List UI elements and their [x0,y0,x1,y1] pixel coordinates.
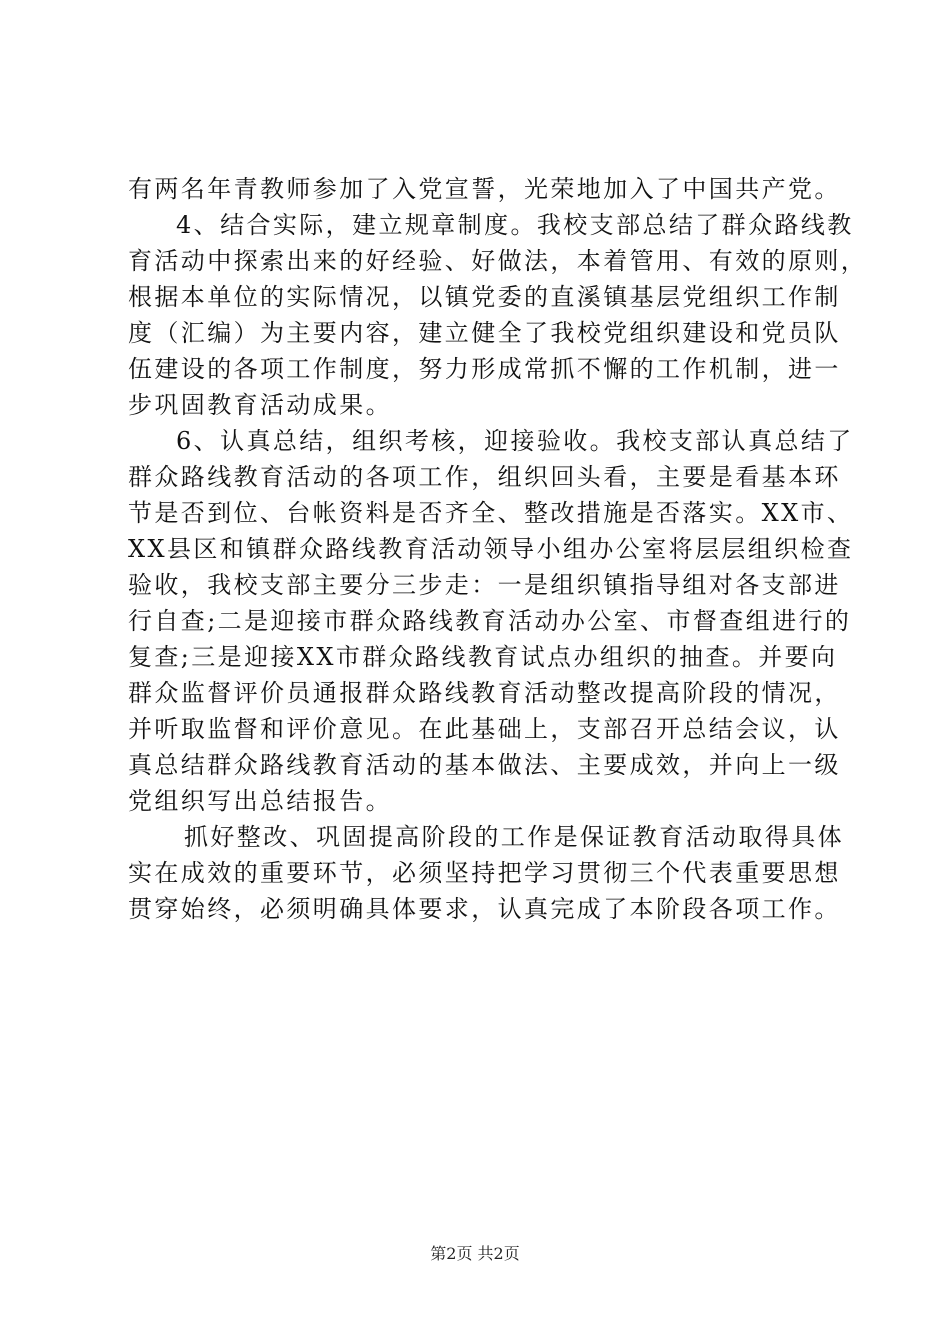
text-line: 实在成效的重要环节，必须坚持把学习贯彻三个代表重要思想 [128,859,841,887]
text-line: 验收，我校支部主要分三步走：一是组织镇指导组对各支部进 [128,571,841,599]
text-line: 伍建设的各项工作制度，努力形成常抓不懈的工作机制，进一 [128,355,841,383]
text-line: 群众路线教育活动的各项工作，组织回头看，主要是看基本环 [128,463,841,491]
text-line: 贯穿始终，必须明确具体要求，认真完成了本阶段各项工作。 [128,895,841,923]
text-line: 6、认真总结，组织考核，迎接验收。我校支部认真总结了 [176,427,854,455]
page-footer: 第2页 共2页 [430,1244,520,1263]
text-line: 复查;三是迎接XX市群众路线教育试点办组织的抽查。并要向 [128,643,838,671]
text-line: 节是否到位、台帐资料是否齐全、整改措施是否落实。XX市、 [128,499,854,527]
text-line: 抓好整改、巩固提高阶段的工作是保证教育活动取得具体 [184,823,844,851]
document-body [128,171,868,927]
text-line: 群众监督评价员通报群众路线教育活动整改提高阶段的情况， [128,679,841,707]
text-line: 度（汇编）为主要内容，建立健全了我校党组织建设和党员队 [128,319,841,347]
text-line: 4、结合实际，建立规章制度。我校支部总结了群众路线教 [176,211,854,239]
text-line: 行自查;二是迎接市群众路线教育活动办公室、市督查组进行的 [128,607,852,635]
text-line: XX县区和镇群众路线教育活动领导小组办公室将层层组织检查 [128,535,854,563]
text-line: 真总结群众路线教育活动的基本做法、主要成效，并向上一级 [128,751,841,779]
text-line: 根据本单位的实际情况，以镇党委的直溪镇基层党组织工作制 [128,283,841,311]
text-line: 步巩固教育活动成果。 [128,391,392,419]
text-line: 党组织写出总结报告。 [128,787,392,815]
text-line: 并听取监督和评价意见。在此基础上，支部召开总结会议，认 [128,715,841,743]
text-line: 育活动中探索出来的好经验、好做法，本着管用、有效的原则， [128,247,868,275]
text-line: 有两名年青教师参加了入党宣誓，光荣地加入了中国共产党。 [128,175,841,203]
